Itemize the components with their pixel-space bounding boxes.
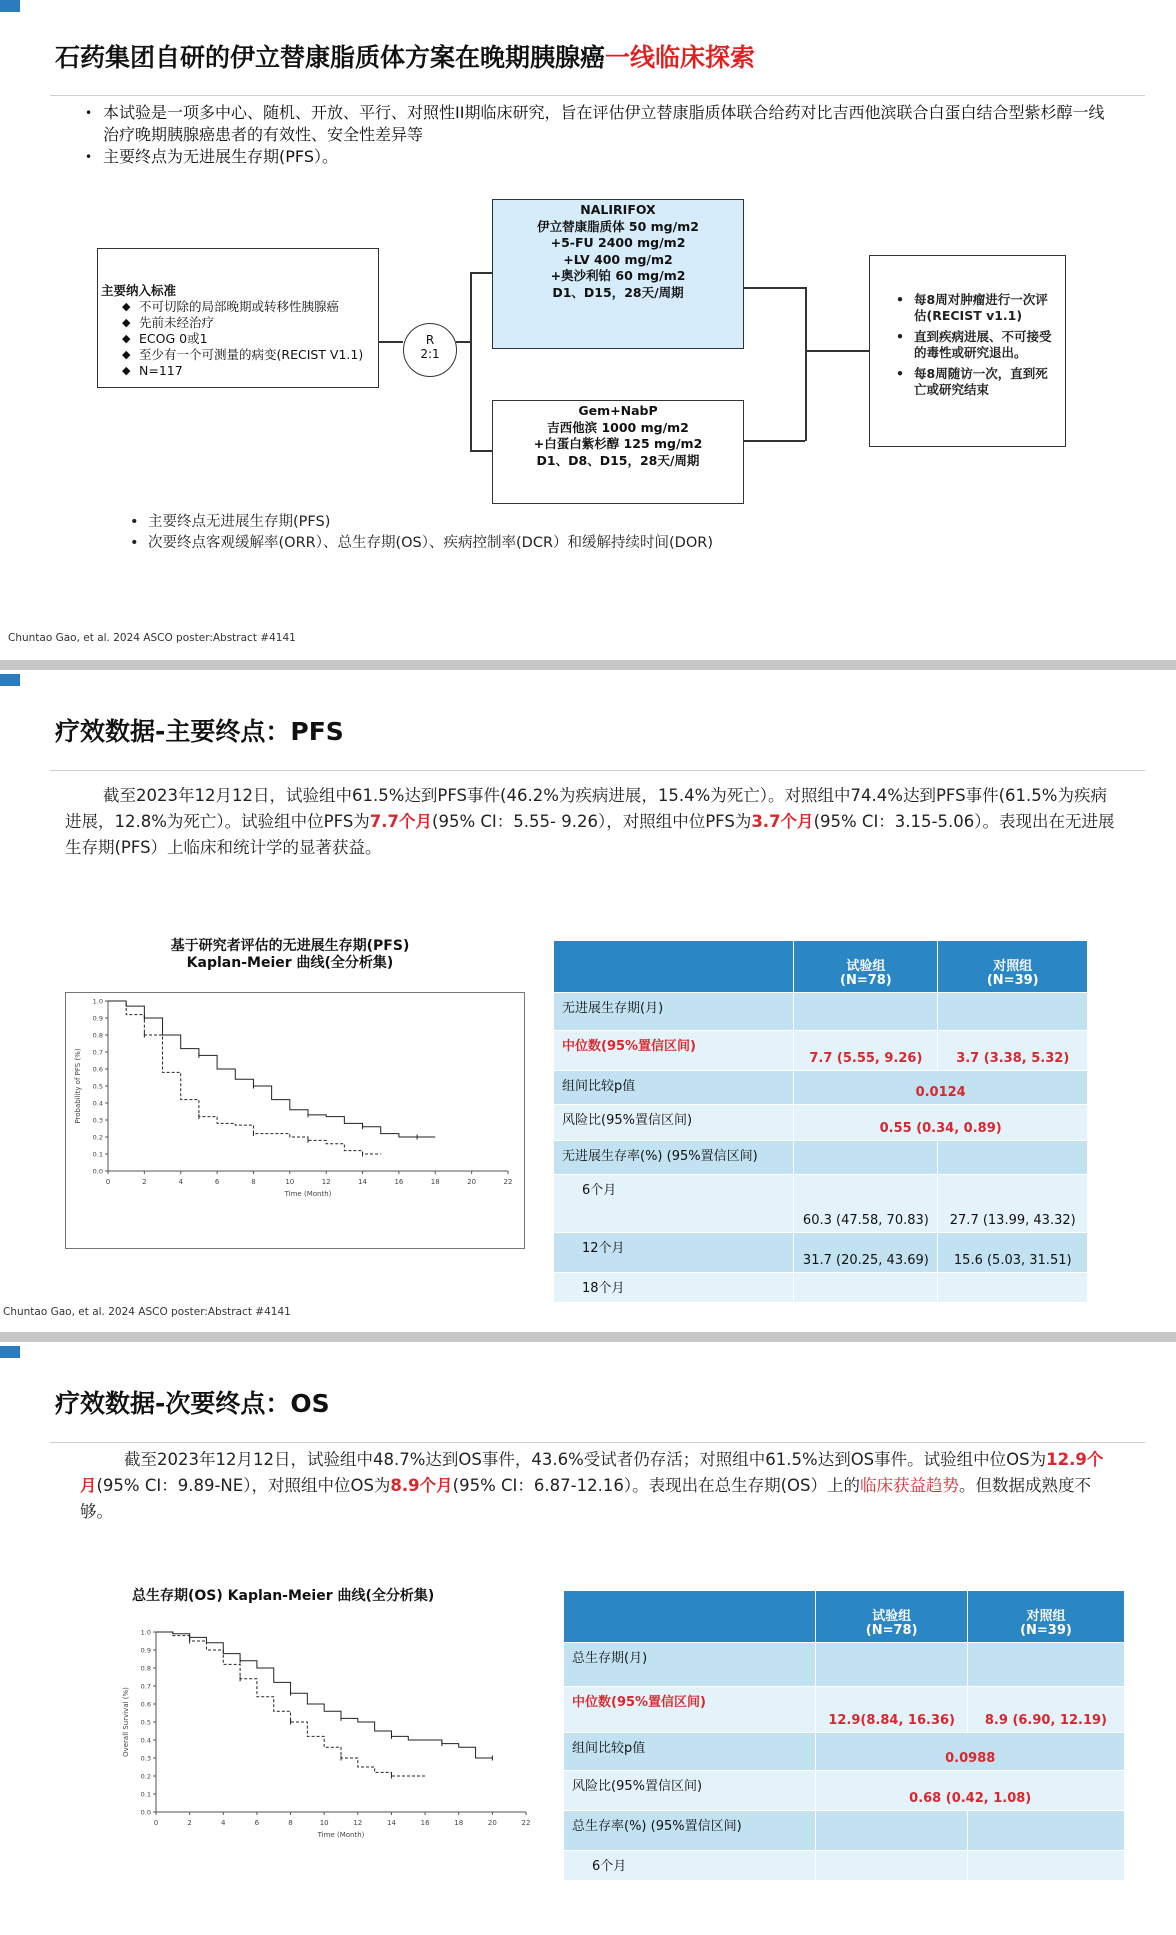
arm-b-line: +白蛋白紫杉醇 125 mg/m2 xyxy=(533,436,703,451)
row-label: 6个月 xyxy=(554,1175,794,1233)
os-red-text: 临床获益趋势 xyxy=(859,1476,959,1495)
value-cell: 27.7 (13.99, 43.32) xyxy=(938,1175,1088,1233)
km-series-NALIRIFOX xyxy=(108,1001,435,1137)
km-series-对照组 xyxy=(156,1632,425,1776)
slide2-title: 疗效数据-主要终点：PFS xyxy=(55,717,344,746)
value-cell xyxy=(794,1273,938,1303)
os-text: (95% CI：9.89-NE），对照组中位OS为 xyxy=(96,1476,391,1495)
inclusion-heading: 主要纳入标准 xyxy=(101,283,177,298)
slide-separator xyxy=(0,660,1176,670)
y-tick-label: 0.1 xyxy=(140,1790,151,1799)
y-tick-label: 0.0 xyxy=(140,1808,151,1817)
row-label: 风险比(95%置信区间) xyxy=(564,1771,816,1811)
inclusion-item: ◆ N=117 xyxy=(101,363,372,379)
y-tick-label: 0.2 xyxy=(140,1772,151,1781)
value-cell xyxy=(938,993,1088,1031)
connector xyxy=(470,450,492,452)
y-tick-label: 0.7 xyxy=(140,1682,151,1691)
table-row xyxy=(554,1141,1088,1175)
y-tick-label: 1.0 xyxy=(92,997,103,1006)
connector xyxy=(470,272,472,450)
value-cell xyxy=(967,1643,1124,1687)
slide-os xyxy=(0,1342,1176,1935)
slide3-title: 疗效数据-次要终点：OS xyxy=(55,1389,330,1418)
row-label: 中位数(95%置信区间) xyxy=(554,1031,794,1071)
x-tick-label: 18 xyxy=(430,1178,440,1186)
row-label: 中位数(95%置信区间) xyxy=(564,1687,816,1733)
merged-value: 0.68 (0.42, 1.08) xyxy=(816,1771,1125,1811)
y-tick-label: 0.5 xyxy=(140,1718,151,1727)
x-axis-label: Time (Month) xyxy=(317,1831,365,1839)
y-tick-label: 0.8 xyxy=(92,1031,103,1040)
pfs-chart-title xyxy=(120,938,460,972)
header-cell: 对照组 (N=39) xyxy=(967,1591,1124,1643)
slide-separator xyxy=(0,1332,1176,1342)
endpoint-item: • 次要终点客观缓解率(ORR）、总生存期(OS）、疾病控制率(DCR）和缓解持续时间(DOR) xyxy=(130,533,1030,554)
pfs-km-svg xyxy=(66,993,524,1248)
arm-a-line: +奥沙利铂 60 mg/m2 xyxy=(550,268,686,283)
table-row xyxy=(554,1273,1088,1303)
followup-list xyxy=(870,292,1065,398)
x-tick-label: 0 xyxy=(105,1178,111,1186)
random-ratio: 2:1 xyxy=(420,347,440,361)
title-rule xyxy=(50,1442,1145,1443)
table-row xyxy=(564,1643,1125,1687)
y-tick-label: 0.7 xyxy=(92,1048,103,1057)
merged-value: 0.0988 xyxy=(816,1733,1125,1771)
y-tick-label: 0.4 xyxy=(92,1099,103,1108)
table-row xyxy=(564,1687,1125,1733)
random-label: R xyxy=(425,333,435,347)
y-tick-label: 1.0 xyxy=(140,1628,151,1637)
value-cell xyxy=(794,1141,938,1175)
value-cell: 15.6 (5.03, 31.51) xyxy=(938,1233,1088,1273)
table-row xyxy=(564,1851,1125,1881)
title-rule xyxy=(50,95,1145,96)
x-tick-label: 6 xyxy=(254,1819,260,1827)
inclusion-item: ◆ 至少有一个可测量的病变(RECIST V1.1) xyxy=(101,347,372,363)
x-tick-label: 2 xyxy=(142,1178,147,1186)
table-row xyxy=(554,1175,1088,1233)
value-cell: 3.7 (3.38, 5.32) xyxy=(938,1031,1088,1071)
connector xyxy=(379,341,403,343)
x-tick-label: 8 xyxy=(251,1178,256,1186)
row-label: 总生存期(月) xyxy=(564,1643,816,1687)
slide-accent xyxy=(0,0,20,12)
x-tick-label: 20 xyxy=(487,1819,497,1827)
x-tick-label: 4 xyxy=(221,1819,226,1827)
connector xyxy=(743,440,805,442)
inclusion-item: ◆ 先前未经治疗 xyxy=(101,315,372,331)
value-cell xyxy=(816,1643,967,1687)
header-blank xyxy=(554,941,794,993)
row-label: 18个月 xyxy=(554,1273,794,1303)
y-tick-label: 0.0 xyxy=(92,1167,103,1176)
fade-overlay xyxy=(540,1302,1140,1332)
km-series-AG xyxy=(108,1001,381,1154)
connector xyxy=(456,341,470,343)
row-label: 无进展生存率(%) (95%置信区间) xyxy=(554,1141,794,1175)
value-cell xyxy=(938,1273,1088,1303)
fade-overlay xyxy=(560,1905,1160,1935)
followup-item: • 直到疾病进展、不可接受的毒性或研究退出。 xyxy=(896,329,1059,361)
table-row xyxy=(564,1771,1125,1811)
table-row xyxy=(554,1233,1088,1273)
slide-accent xyxy=(0,674,20,686)
x-axis-label: Time (Month) xyxy=(284,1190,332,1198)
value-cell xyxy=(938,1141,1088,1175)
y-tick-label: 0.6 xyxy=(140,1700,151,1709)
table-header xyxy=(554,941,1088,993)
row-label: 风险比(95%置信区间) xyxy=(554,1105,794,1141)
row-label: 6个月 xyxy=(564,1851,816,1881)
header-cell: 试验组 (N=78) xyxy=(794,941,938,993)
os-km-svg xyxy=(120,1624,540,1935)
x-tick-label: 22 xyxy=(503,1178,513,1186)
merged-value: 0.0124 xyxy=(794,1071,1088,1105)
y-tick-label: 0.6 xyxy=(92,1065,103,1074)
x-tick-label: 4 xyxy=(178,1178,183,1186)
x-tick-label: 14 xyxy=(386,1819,396,1827)
header-cell: 对照组 (N=39) xyxy=(938,941,1088,993)
table-row xyxy=(564,1811,1125,1851)
arm-b-line: D1、D8、D15，28天/周期 xyxy=(536,452,700,468)
y-tick-label: 0.4 xyxy=(140,1736,151,1745)
row-label: 组间比较p值 xyxy=(564,1733,816,1771)
x-tick-label: 16 xyxy=(394,1178,404,1186)
x-tick-label: 14 xyxy=(358,1178,368,1186)
y-axis-label: Probability of PFS (%) xyxy=(74,1048,82,1124)
arm-gem-nabp-box xyxy=(492,400,744,504)
table-row xyxy=(554,1071,1088,1105)
pfs-text: (95% CI：3.15-5.06）。表现出在无进展生存期(PFS）上临床和统计学的显著获益。 xyxy=(65,812,1115,857)
x-tick-label: 20 xyxy=(467,1178,477,1186)
y-tick-label: 0.2 xyxy=(92,1133,103,1142)
title-rule xyxy=(50,770,1145,771)
x-tick-label: 18 xyxy=(454,1819,464,1827)
y-tick-label: 0.3 xyxy=(140,1754,151,1763)
os-highlight: 12.9个月 xyxy=(80,1450,1104,1495)
intro-bullet: • 本试验是一项多中心、随机、开放、平行、对照性II期临床研究，旨在评估伊立替康脂质体联合给药对比吉西他滨联合白蛋白结合型紫杉醇一线治疗晚期胰腺癌患者的有效性、安全性差异等 xyxy=(85,102,1105,146)
arm-a-line: D1、D15，28天/周期 xyxy=(552,284,684,300)
inclusion-criteria-box xyxy=(97,248,379,388)
y-tick-label: 0.9 xyxy=(140,1646,151,1655)
value-cell xyxy=(794,993,938,1031)
slide1-title xyxy=(55,38,755,74)
connector xyxy=(805,350,869,352)
value-cell: 60.3 (47.58, 70.83) xyxy=(794,1175,938,1233)
followup-item: • 每8周对肿瘤进行一次评估(RECIST v1.1) xyxy=(896,292,1059,324)
header-blank xyxy=(564,1591,816,1643)
table-row xyxy=(564,1733,1125,1771)
connector xyxy=(743,287,805,289)
x-tick-label: 12 xyxy=(321,1178,331,1186)
row-label: 总生存率(%) (95%置信区间) xyxy=(564,1811,816,1851)
pfs-highlight: 7.7个月 xyxy=(369,812,433,831)
y-tick-label: 0.9 xyxy=(92,1014,103,1023)
os-highlight: 8.9个月 xyxy=(390,1476,453,1495)
x-tick-label: 12 xyxy=(353,1819,363,1827)
table-row xyxy=(554,1031,1088,1071)
x-tick-label: 0 xyxy=(153,1819,159,1827)
arm-b-line: 吉西他滨 1000 mg/m2 xyxy=(547,419,689,435)
os-chart-title: 总生存期(OS) Kaplan-Meier 曲线(全分析集) xyxy=(132,1588,435,1604)
pfs-km-chart xyxy=(65,992,525,1249)
title-main: 石药集团自研的伊立替康脂质体方案在晚期胰腺癌 xyxy=(55,43,606,72)
os-text: 截至2023年12月12日，试验组中48.7%达到OS事件，43.6%受试者仍存活；对照组中61.5%达到OS事件。试验组中位OS为 xyxy=(124,1450,1047,1469)
connector xyxy=(805,287,807,441)
y-tick-label: 0.8 xyxy=(140,1664,151,1673)
x-tick-label: 6 xyxy=(214,1178,220,1186)
row-label: 无进展生存期(月) xyxy=(554,993,794,1031)
table-row xyxy=(554,993,1088,1031)
pfs-text: (95% CI：5.55- 9.26），对照组中位PFS为 xyxy=(432,812,752,831)
row-label: 12个月 xyxy=(554,1233,794,1273)
endpoint-item: • 主要终点无进展生存期(PFS) xyxy=(130,512,1030,533)
inclusion-item: ◆ 不可切除的局部晚期或转移性胰腺癌 xyxy=(101,299,372,315)
inclusion-item: ◆ ECOG 0或1 xyxy=(101,331,372,347)
os-km-chart xyxy=(120,1624,540,1935)
os-text: 。但数据成熟度不够。 xyxy=(80,1476,1091,1521)
arm-b-line: Gem+NabP xyxy=(578,403,658,418)
pfs-chart-title-2: Kaplan-Meier 曲线(全分析集) xyxy=(186,955,394,971)
slide-trial-design xyxy=(0,0,1176,660)
y-tick-label: 0.1 xyxy=(92,1150,103,1159)
randomization-node xyxy=(403,323,457,377)
x-tick-label: 16 xyxy=(420,1819,430,1827)
pfs-highlight: 3.7个月 xyxy=(751,812,814,831)
arm-a-line: 伊立替康脂质体 50 mg/m2 xyxy=(537,218,699,234)
os-summary xyxy=(80,1447,1110,1525)
os-text: (95% CI：6.87-12.16）。表现出在总生存期(OS）上的 xyxy=(452,1476,860,1495)
value-cell xyxy=(816,1811,967,1851)
y-tick-label: 0.3 xyxy=(92,1116,103,1125)
pfs-table xyxy=(553,940,1088,1303)
followup-box xyxy=(869,255,1066,447)
x-tick-label: 10 xyxy=(285,1178,295,1186)
value-cell: 7.7 (5.55, 9.26) xyxy=(794,1031,938,1071)
arm-a-line: +5-FU 2400 mg/m2 xyxy=(550,235,686,250)
header-cell: 试验组 (N=78) xyxy=(816,1591,967,1643)
row-label: 组间比较p值 xyxy=(554,1071,794,1105)
x-tick-label: 10 xyxy=(319,1819,329,1827)
pfs-chart-title-1: 基于研究者评估的无进展生存期(PFS) xyxy=(170,938,410,954)
x-tick-label: 8 xyxy=(288,1819,293,1827)
merged-value: 0.55 (0.34, 0.89) xyxy=(794,1105,1088,1141)
followup-item: • 每8周随访一次，直到死亡或研究结束 xyxy=(896,366,1059,398)
pfs-text: 截至2023年12月12日，试验组中61.5%达到PFS事件(46.2%为疾病进展，15.4%为死亡）。对照组中74.4%达到PFS事件(61.5%为疾病进展，12.8%为死亡）。试验组中位PFS为 xyxy=(65,786,1107,831)
intro-bullet: • 主要终点为无进展生存期(PFS）。 xyxy=(85,146,1105,168)
value-cell xyxy=(816,1851,967,1881)
pfs-summary xyxy=(65,783,1115,861)
citation: Chuntao Gao, et al. 2024 ASCO poster:Abstract #4141 xyxy=(8,632,296,644)
y-axis-label: Overall Survival (%) xyxy=(122,1687,130,1757)
table-row xyxy=(554,1105,1088,1141)
value-cell: 12.9(8.84, 16.36) xyxy=(816,1687,967,1733)
arm-nalirifox-box xyxy=(492,199,744,349)
value-cell: 31.7 (20.25, 43.69) xyxy=(794,1233,938,1273)
endpoints-list xyxy=(130,512,1030,554)
arm-a-line: +LV 400 mg/m2 xyxy=(563,251,673,267)
intro-bullets xyxy=(85,102,1105,168)
os-table xyxy=(563,1590,1125,1881)
connector xyxy=(470,272,492,274)
table-header xyxy=(564,1591,1125,1643)
x-tick-label: 22 xyxy=(521,1819,531,1827)
x-tick-label: 2 xyxy=(187,1819,192,1827)
value-cell xyxy=(967,1851,1124,1881)
value-cell xyxy=(967,1811,1124,1851)
slide-pfs xyxy=(0,670,1176,1332)
value-cell: 8.9 (6.90, 12.19) xyxy=(967,1687,1124,1733)
title-highlight: 一线临床探索 xyxy=(605,43,756,72)
arm-a-line: NALIRIFOX xyxy=(580,202,656,217)
slide-accent xyxy=(0,1346,20,1358)
y-tick-label: 0.5 xyxy=(92,1082,103,1091)
citation: Chuntao Gao, et al. 2024 ASCO poster:Abstract #4141 xyxy=(3,1306,291,1318)
